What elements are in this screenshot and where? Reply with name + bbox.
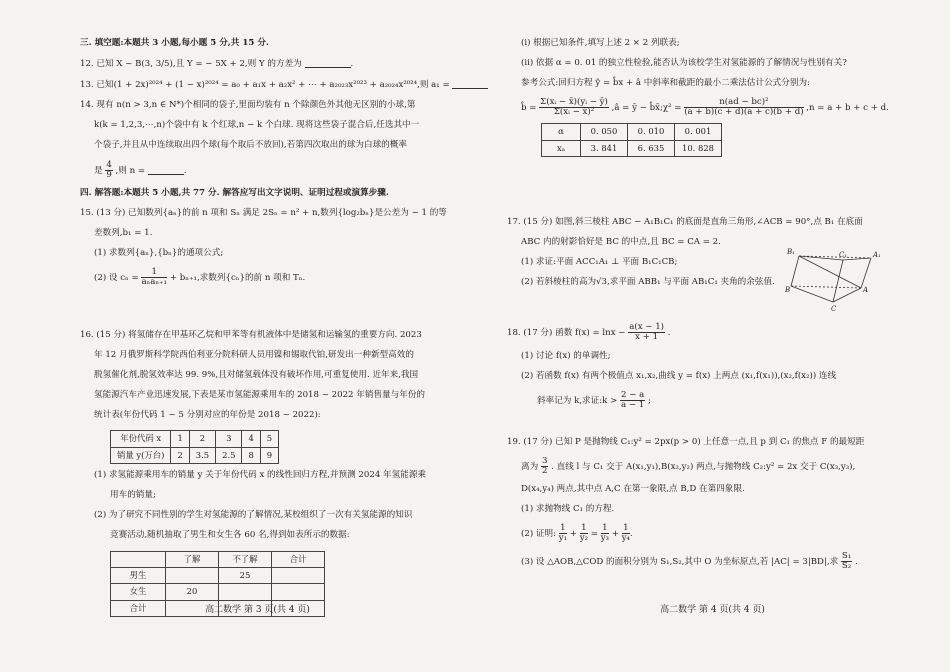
- question-13: [80, 79, 457, 92]
- section3-heading: 三. 填空题:本题共 3 小题,每小题 5 分,共 15 分.: [80, 38, 269, 48]
- q19-term1: [559, 524, 567, 543]
- table-cell: 6. 635: [628, 140, 675, 156]
- table-cell: 3.5: [189, 447, 215, 463]
- q19-p2-prefix: (2) 证明:: [521, 529, 556, 540]
- edge-bc: [791, 286, 833, 302]
- exam-page-4: [475, 0, 950, 672]
- table-cell: 2: [171, 447, 189, 463]
- table-cell: 0. 001: [675, 124, 722, 140]
- table-cell: 3: [216, 431, 242, 447]
- formula-b-num: Σ(xᵢ − x̄)(yᵢ − ȳ): [540, 97, 608, 108]
- q18-frac-den: x + 1: [635, 332, 659, 343]
- label-b: B: [785, 286, 791, 294]
- q18-p2-prefix: 斜率记为 k,求证:k >: [537, 396, 618, 407]
- question-15-line2: 差数列,b₁ = 1.: [94, 228, 153, 239]
- table-row: [111, 567, 325, 583]
- question-15-part1: (1) 求数列{aₙ},{bₙ}的通项公式;: [94, 248, 224, 259]
- table-cell: [166, 567, 219, 583]
- question-18-part2-line1: (2) 若函数 f(x) 有两个极值点 x₁,x₂,曲线 y = f(x) 上两点 (x₁,f(x₁)),(x₂,f(x₂)) 连线: [521, 371, 837, 381]
- question-17-part1: (1) 求证:平面 ACC₁A₁ ⊥ 平面 B₁C₁CB;: [521, 257, 678, 268]
- q19-frac-den: 2: [541, 465, 548, 476]
- table-cell: α: [542, 124, 581, 140]
- table-cell: 9: [260, 447, 278, 463]
- question-16-line5: 统计表(年份代码 1 ~ 5 分别对应的年份是 2018 ~ 2022):: [94, 410, 321, 421]
- critical-value-table: [541, 123, 722, 157]
- edge-a1a: [861, 258, 871, 288]
- table-row: [542, 124, 722, 140]
- table-cell: 年份代码 x: [111, 431, 171, 447]
- question-14-line1: 14. 现有 n(n > 3,n ∈ N*)个相同的袋子,里面均装有 n 个除颜色外其他无区别的小球,第: [80, 100, 416, 111]
- q12-answer-blank: [305, 58, 351, 68]
- table-cell: 销量 y(万台): [111, 447, 171, 463]
- question-16-sub-i: (ⅰ) 根据已知条件,填写上述 2 × 2 列联表;: [521, 38, 680, 48]
- question-14-line4: 是 $\frac{4}{9}$ ,则 n = .: [94, 159, 187, 180]
- table-cell: 男生: [111, 567, 166, 583]
- question-16-part2-line2: 竞赛活动,随机抽取了男生和女生各 60 名,得到如表所示的数据:: [110, 530, 350, 541]
- question-15-part2: [80, 268, 457, 287]
- formula-chi-den: (a + b)(c + d)(a + c)(b + d): [684, 107, 804, 118]
- table-cell: [272, 584, 325, 600]
- question-16-sub-ii: (ⅱ) 依据 α = 0. 01 的独立性检验,能否认为该校学生对氢能源的了解情况与性别有关?: [521, 58, 847, 69]
- question-16-part1-line2: 用车的销量;: [110, 490, 156, 501]
- edge-ba: [791, 286, 861, 288]
- table-cell: [111, 551, 166, 567]
- table-row: [542, 140, 722, 156]
- q19-term4: [622, 524, 630, 543]
- q19-p3-num: S₁: [841, 550, 852, 561]
- q18-frac-num: a(x − 1): [629, 322, 665, 333]
- q15-frac-num: 1: [141, 268, 167, 278]
- question-16-line3: 脱氢催化剂,脱氢效率达 99. 9%,且对储氢载体没有破坏作用,可重复使用. 近年来,我国: [94, 370, 419, 381]
- edge-c1a1: [843, 258, 871, 260]
- table-cell: [272, 567, 325, 583]
- label-c: C: [831, 305, 837, 313]
- formula-chi-num: n(ad − bc)²: [684, 98, 803, 108]
- question-16-part1-line1: (1) 求氢能源乘用车的销量 y 关于年份代码 x 的线性回归方程,并预测 2024 年氢能源乘: [94, 470, 427, 481]
- q14-fraction: [105, 161, 112, 180]
- q19-p3-fraction: [841, 552, 852, 571]
- question-14-line2: k(k = 1,2,3,⋯,n)个袋中有 k 个红球,n − k 个白球. 现将这些袋子混合后,任选其中一: [94, 120, 420, 131]
- table-cell: xₐ: [542, 140, 581, 156]
- q13-text: 13. 已知(1 + 2x)²⁰²⁴ + (1 − x)²⁰²⁴ = a₀ + a₁x + a₂x² + ⋯ + a₂₀₂₃x²⁰²³ + a₂₀₂₄x²⁰²⁴,则 a₁ =: [80, 80, 450, 91]
- table-cell: 0. 050: [581, 124, 628, 140]
- q14-suffix: ,则 n =: [115, 165, 146, 176]
- table-cell: 合计: [272, 551, 325, 567]
- q19-term4-den: y₄: [621, 533, 630, 544]
- prism-figure: [785, 244, 885, 314]
- sales-table: [110, 430, 279, 464]
- formula-a: ,â = ȳ − b̂x̄;χ² =: [611, 103, 682, 114]
- edge-ca: [833, 288, 861, 302]
- table-cell: [219, 584, 272, 600]
- table-cell: 5: [260, 431, 278, 447]
- table-cell: 8: [242, 447, 260, 463]
- question-16-line2: 年 12 月俄罗斯科学院西伯利亚分院科研人员用镍和锡取代铂,研发出一种新型高效的: [94, 350, 414, 361]
- question-18-line1: [507, 323, 910, 342]
- question-18-part1: (1) 讨论 f(x) 的单调性;: [521, 350, 611, 361]
- q19-line2-suffix: . 直线 l 与 C₁ 交于 A(x₁,y₁),B(x₂,y₂) 两点,与抛物线 C₂:y² = 2x 交于 C(x₃,y₃),: [551, 461, 856, 472]
- q14-frac-den: 9: [106, 169, 112, 180]
- table-row: [111, 431, 279, 447]
- question-19-part3: [507, 552, 910, 571]
- table-cell: 合计: [111, 600, 166, 616]
- q19-frac-num: 3: [541, 455, 548, 466]
- question-19-part1: (1) 求抛物线 C₁ 的方程.: [521, 504, 615, 515]
- page-footer-right: 高二数学 第 4 页(共 4 页): [660, 604, 765, 615]
- table-cell: 4: [242, 431, 260, 447]
- formula-n: ,n = a + b + c + d.: [806, 103, 889, 114]
- q15-p2-prefix: (2) 设 cₙ =: [94, 273, 139, 284]
- q14-prefix: 是: [94, 165, 103, 176]
- table-row: [111, 584, 325, 600]
- q19-term1-den: y₁: [558, 533, 568, 544]
- edge-c1c: [833, 260, 843, 302]
- q15-frac-den: aₙaₙ₊₁: [141, 277, 168, 288]
- edge-b1a: [799, 256, 861, 288]
- q14-answer-blank: [148, 165, 184, 175]
- question-19-line1: 19. (17 分) 已知 P 是抛物线 C₁:y² = 2px(p > 0) 上任意一点,且 p 到 C₁ 的焦点 F 的最短距: [507, 436, 865, 447]
- q19-term4-num: 1: [623, 523, 629, 534]
- table-cell: 25: [219, 567, 272, 583]
- table-row: [111, 551, 325, 567]
- table-cell: 0. 010: [628, 124, 675, 140]
- table-cell: 不了解: [219, 551, 272, 567]
- reference-formula-intro: 参考公式:回归方程 ŷ = b̂x + â 中斜率和截距的最小二乘法估计公式分别为:: [521, 78, 810, 89]
- question-19-part2: (2) 证明: $\frac{1}{\text{y₁}}$ + $\frac{1}{\text{y₂}}$ = $\frac{1}{\text{y₃}}$ + $\frac{1}{\text{y₄}}$ .: [521, 523, 633, 544]
- table-cell: 3. 841: [581, 140, 628, 156]
- q15-fraction: [141, 268, 167, 287]
- q19-term2: [580, 524, 588, 543]
- q19-prefix: 离为: [521, 461, 539, 472]
- question-16-part2-line1: (2) 为了研究不同性别的学生对氢能源的了解情况,某校组织了一次有关氢能源的知识: [94, 510, 413, 521]
- table-cell: 女生: [111, 584, 166, 600]
- table-cell: 2.5: [216, 447, 242, 463]
- question-18-part2-line2: [507, 391, 910, 410]
- reference-formulas: [507, 98, 910, 117]
- q18-p2-num: 2 − a: [621, 390, 645, 401]
- table-row: [111, 447, 279, 463]
- q18-prefix: 18. (17 分) 函数 f(x) = lnx −: [507, 328, 626, 339]
- table-cell: 20: [166, 584, 219, 600]
- formula-b-label: b̂ =: [521, 103, 537, 114]
- page-footer-left: 高二数学 第 3 页(共 4 页): [205, 604, 310, 615]
- question-14-line3: 个袋子,并且从中连续取出四个球(每个取后不放回),若第四次取出的球为白球的概率: [94, 140, 407, 151]
- q18-p2-den: a − 1: [621, 400, 645, 411]
- question-17-line1: 17. (15 分) 如图,斜三棱柱 ABC − A₁B₁C₁ 的底面是直角三角形,∠ACB = 90°,点 B₁ 在底面: [507, 217, 863, 227]
- label-a1: A₁: [873, 251, 881, 259]
- q12-text: 12. 已知 X ~ B(3, 3/5),且 Y = − 5X + 2,则 Y 的方差为: [80, 59, 302, 70]
- q18-suffix: .: [667, 328, 671, 339]
- formula-b-fraction: [539, 98, 609, 117]
- question-19-line3: D(x₄,y₄) 两点,其中点 A,C 在第一象限,点 B,D 在第四象限.: [521, 484, 745, 495]
- edge-b1b: [791, 256, 799, 286]
- table-cell: 2: [189, 431, 215, 447]
- label-a: A: [863, 286, 869, 294]
- question-17-line2: ABC 内的射影恰好是 BC 的中点,且 BC = CA = 2.: [521, 237, 721, 248]
- table-cell: 10. 828: [675, 140, 722, 156]
- label-c1: C₁: [839, 251, 848, 259]
- section4-heading: 四. 解答题:本题共 5 小题,共 77 分. 解答应写出文字说明、证明过程或演算步骤.: [80, 188, 389, 199]
- formula-chi-fraction: [684, 98, 803, 117]
- table-cell: 了解: [166, 551, 219, 567]
- q19-term3-num: 1: [602, 523, 608, 534]
- question-17-part2: (2) 若斜棱柱的高为√3,求平面 ABB₁ 与平面 AB₁C₁ 夹角的余弦值.: [521, 277, 775, 288]
- q18-fraction: [628, 323, 665, 342]
- question-16-line1: 16. (15 分) 将氢储存在甲基环乙烷和甲苯等有机液体中是储氢和运输氢的重要方向. 2023: [80, 330, 422, 340]
- q19-term2-num: 1: [581, 523, 587, 534]
- table-cell: 1: [171, 431, 189, 447]
- q19-p3-den: S₂: [841, 560, 852, 571]
- question-16-line4: 氢能源汽车产业迅速发展,下表是某市氢能源乘用车的 2018 ~ 2022 年销售量与年份的: [94, 390, 426, 401]
- label-b1: B₁: [787, 248, 795, 256]
- q18-p2-suffix: ;: [648, 396, 651, 407]
- q19-term1-num: 1: [560, 523, 566, 534]
- q19-term3: [601, 524, 609, 543]
- q15-p2-suffix: + bₙ₊₁,求数列{cₙ}的前 n 项和 Tₙ.: [169, 273, 306, 284]
- q19-p3-suffix: .: [854, 556, 858, 567]
- formula-b-den: Σ(xᵢ − x̄)²: [553, 107, 595, 118]
- q19-p3-prefix: (3) 设 △AOB,△COD 的面积分别为 S₁,S₂,其中 O 为坐标原点,若 |AC| = 3|BD|,求: [521, 556, 839, 567]
- question-15-line1: 15. (13 分) 已知数列{aₙ}的前 n 项和 Sₙ 满足 2Sₙ = n² + n,数列{log₂bₙ}是公差为 − 1 的等: [80, 208, 447, 219]
- q19-term3-den: y₃: [600, 533, 610, 544]
- q14-frac-num: 4: [106, 159, 112, 170]
- q19-term2-den: y₂: [579, 533, 589, 544]
- question-19-line2: [507, 457, 910, 476]
- q18-p2-fraction: [620, 391, 645, 410]
- q19-fraction: [541, 457, 548, 476]
- question-12: 12. 已知 X ~ B(3, 3/5),且 Y = − 5X + 2,则 Y 的方差为 .: [80, 59, 354, 70]
